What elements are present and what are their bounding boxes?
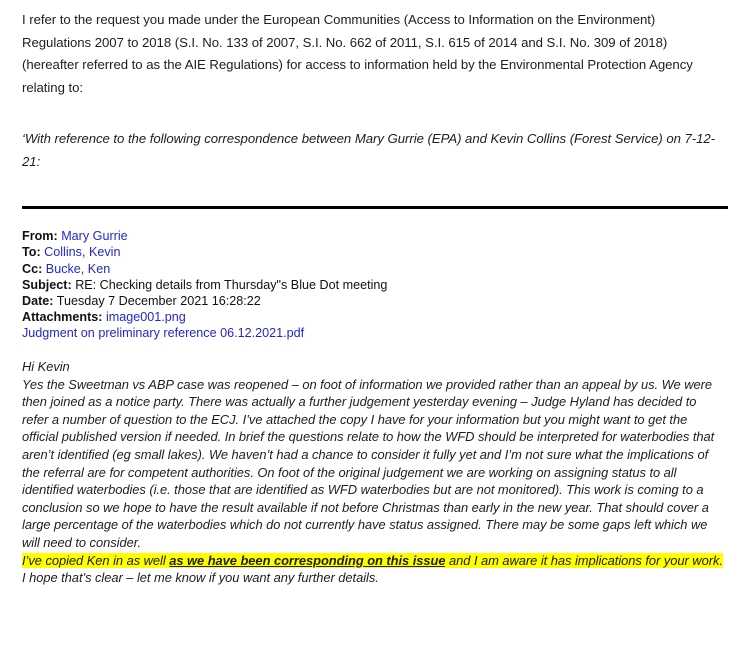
email-header-date [22, 293, 725, 309]
email-header-from [22, 228, 725, 244]
email-header-cc [22, 261, 725, 277]
section-divider [22, 206, 728, 209]
attachment-image001[interactable]: image001.png [105, 309, 186, 324]
quoted-reference-paragraph: ‘With reference to the following correspondence between Mary Gurrie (EPA) and Kevin Collins (Forest Service) on 7-12-21: [22, 131, 716, 169]
intro-paragraph: I refer to the request you made under the European Communities (Access to Information on the Environment) Regulations 2007 to 2018 (S.I. No. 133 of 2007, S.I. No. 662 of 2011, S.I. 615 of 2014 and S.I. No. 309 of 2018) (hereafter referred to as the AIE Regulations) for access to information held by the Environmental Protection Agency relating to: [22, 12, 693, 95]
body-greeting: Hi Kevin [22, 359, 70, 375]
body-highlighted-paragraph [22, 552, 725, 570]
cc-value[interactable]: Bucke, Ken [45, 261, 111, 276]
email-body [22, 358, 725, 587]
from-value[interactable]: Mary Gurrie [61, 229, 128, 244]
email-header-block [22, 228, 725, 341]
date-value: Tuesday 7 December 2021 16:28:22 [56, 293, 261, 308]
email-header-to [22, 244, 725, 260]
to-value[interactable]: Collins, Kevin [44, 245, 121, 260]
attachment-judgment-pdf[interactable]: Judgment on preliminary reference 06.12.2021.pdf [22, 325, 305, 340]
date-label: Date: [22, 293, 54, 308]
subject-value: RE: Checking details from Thursday"s Blue Dot meeting [75, 277, 388, 292]
body-closing: I hope that’s clear – let me know if you want any further details. [22, 570, 379, 586]
cc-label: Cc: [22, 261, 43, 276]
highlight-lead: I’ve copied Ken in as well [22, 552, 170, 568]
email-header-attachments [22, 309, 725, 325]
to-label: To: [22, 245, 41, 260]
attachments-label: Attachments: [22, 309, 103, 324]
highlight-emphasis: as we have been corresponding on this issue [169, 552, 446, 568]
subject-label: Subject: [22, 277, 72, 292]
from-label: From: [22, 229, 58, 244]
email-header-subject [22, 277, 725, 293]
highlight-tail: and I am aware it has implications for your work. [445, 552, 723, 568]
body-main-paragraph: Yes the Sweetman vs ABP case was reopened – on foot of information we provided rather than an appeal by us. We were then joined as a notice party. There was actually a further judgement yesterday evening – Judge Hyland has decided to refer a number of question to the ECJ. I’ve attached the copy I have for your information but you might want to get the official published version if needed. In brief the questions relate to how the WFD should be interpreted for waterbodies that aren’t identified (eg small lakes). We haven’t had a chance to consider it fully yet and I’m not sure what the implications of the referral are for competent authorities. On foot of the original judgement we are working on assigning status to all identified waterbodies (i.e. those that are identified as WFD waterbodies but are not monitored). This work is coming to a conclusion so we hope to have the result available if not before Christmas than early in the new year. That should cover a large percentage of the waterbodies which do not currently have status assigned. There may be some gaps left which we will need to consider. [22, 376, 715, 550]
